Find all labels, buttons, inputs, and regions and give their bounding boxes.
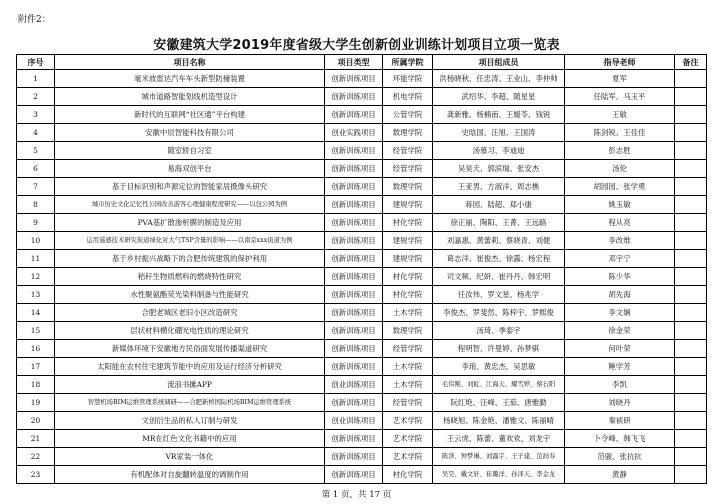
cell-type: 创新训练项目 [325,394,383,412]
cell-members: 洪杨晓秋、任忠涛、王业山、李仲帅 [433,70,565,88]
cell-remarks [675,322,707,340]
cell-type: 创新训练项目 [325,214,383,232]
cell-type: 创新训练项目 [325,70,383,88]
cell-remarks [675,196,707,214]
cell-index: 3 [17,106,55,124]
table-row [17,412,707,430]
cell-college: 经管学院 [383,340,433,358]
cell-college: 材化学院 [383,268,433,286]
cell-remarks [675,70,707,88]
cell-college: 艺术学院 [383,430,433,448]
cell-type: 创新训练项目 [325,448,383,466]
cell-members: 徐正丽、陶阳、王菁、王远路 [433,214,565,232]
cell-name: 太阳能在农村住宅建筑节能中的应用及运行经济分析研究 [55,358,325,376]
cell-college: 建规学院 [383,196,433,214]
header-advisor: 指导老师 [565,55,675,70]
cell-college: 材化学院 [383,214,433,232]
cell-remarks [675,88,707,106]
cell-advisor: 胡园园、张学勇 [565,178,675,196]
cell-index: 6 [17,160,55,178]
cell-college: 数理学院 [383,322,433,340]
header-remarks: 备注 [675,55,707,70]
cell-members: 武绍华、李超、随星星 [433,88,565,106]
cell-index: 17 [17,358,55,376]
cell-index: 15 [17,322,55,340]
cell-name: 安徽中辰智能科技有限公司 [55,124,325,142]
cell-name: 有机配体对自旋翻转温度的调制作用 [55,466,325,484]
cell-advisor: 胡先海 [565,286,675,304]
cell-members: 任汝伟、罗文星、杨兆学 [433,286,565,304]
cell-name: PVA基扩散渗析膜的制造及应用 [55,214,325,232]
cell-type: 创新训练项目 [325,250,383,268]
cell-advisor: 彭志胜 [565,142,675,160]
cell-remarks [675,430,707,448]
table-row [17,88,707,106]
cell-index: 9 [17,214,55,232]
cell-advisor: 黄静 [565,466,675,484]
table-row [17,394,707,412]
cell-type: 创新训练项目 [325,340,383,358]
cell-index: 19 [17,394,55,412]
cell-index: 14 [17,304,55,322]
cell-college: 经管学院 [383,160,433,178]
cell-type: 创新训练项目 [325,88,383,106]
cell-remarks [675,214,707,232]
cell-college: 数理学院 [383,124,433,142]
cell-college: 经管学院 [383,394,433,412]
cell-index: 22 [17,448,55,466]
cell-advisor: 夏军 [565,70,675,88]
cell-advisor: 王敏 [565,106,675,124]
cell-college: 土木学院 [383,376,433,394]
cell-remarks [675,448,707,466]
cell-index: 11 [17,250,55,268]
cell-name: 随室轿自习室 [55,142,325,160]
cell-type: 创新训练项目 [325,358,383,376]
cell-remarks [675,376,707,394]
cell-advisor: 陈剑锐、王佳佳 [565,124,675,142]
document-title: 安徽建筑大学2019年度省级大学生创新创业训练计划项目立项一览表 [153,38,560,53]
cell-members: 龚新雅、杨楠南、王嫒苓、钱锐 [433,106,565,124]
cell-name: 文创衍生品的私人订制与研发 [55,412,325,430]
cell-name: 流浪书摊APP [55,376,325,394]
cell-members: 李俊杰、罗斐然、陈梓宇、罗熙俊 [433,304,565,322]
table-row [17,340,707,358]
cell-type: 创新训练项目 [325,430,383,448]
table-row [17,430,707,448]
cell-remarks [675,394,707,412]
cell-type: 创新训练项目 [325,106,383,124]
cell-members: 汤琦、季泰宇 [433,322,565,340]
cell-type: 创新训练项目 [325,304,383,322]
cell-members: 王亚男、方淑洋、周志樵 [433,178,565,196]
cell-members: 王云虎、陈蕾、董欢欢、刘龙宇 [433,430,565,448]
cell-college: 环能学院 [383,70,433,88]
cell-college: 材化学院 [383,286,433,304]
cell-name: 运用遥感技术研究街道绿化对大气TSP含量的影响——以南京xxx街道为例 [55,232,325,250]
cell-college: 数理学院 [383,178,433,196]
header-name: 项目名称 [55,55,325,70]
cell-remarks [675,412,707,430]
cell-college: 材化学院 [383,466,433,484]
cell-remarks [675,178,707,196]
cell-type: 创新训练项目 [325,286,383,304]
cell-name: 层状材料横化硼光电性质的理论研究 [55,322,325,340]
cell-name: 易海双创平台 [55,160,325,178]
cell-name: VR家装一体化 [55,448,325,466]
cell-name: 基于乡村振兴战略下的合肥传统建筑的保护利用 [55,250,325,268]
cell-remarks [675,250,707,268]
cell-advisor: 何叶荣 [565,340,675,358]
cell-type: 创业实践项目 [325,124,383,142]
table-row [17,70,707,88]
cell-advisor: 李文娴 [565,304,675,322]
cell-name: 新时代的互联网“社区通”平台构建 [55,106,325,124]
cell-remarks [675,268,707,286]
cell-index: 21 [17,430,55,448]
cell-advisor: 范骏、张抗抗 [565,448,675,466]
cell-index: 1 [17,70,55,88]
cell-remarks [675,232,707,250]
table-row [17,106,707,124]
table-row [17,466,707,484]
cell-members: 刘嘉惠、黄蕾莉、蔡晓青、刘健 [433,232,565,250]
table-row [17,232,707,250]
page-footer: 第 1 页，共 17 页 [321,490,392,500]
cell-name: 城市历史文化记忆性公园改善游客心理健康程度研究——以包公园为例 [55,196,325,214]
cell-remarks [675,286,707,304]
cell-name: 基于目标识别和声源定位的智能家居摄像头研究 [55,178,325,196]
cell-college: 建规学院 [383,232,433,250]
table-row [17,268,707,286]
header-index: 序号 [17,55,55,70]
cell-advisor: 刘晓丹 [565,394,675,412]
cell-members: 司文频、纪妍、崔丹丹、韩宏明 [433,268,565,286]
cell-name: MR在红色文化书籍中的应用 [55,430,325,448]
table-row [17,376,707,394]
cell-college: 土木学院 [383,358,433,376]
cell-members: 史晗国、汪旭、王国涛 [433,124,565,142]
cell-type: 创业训练项目 [325,412,383,430]
cell-name: 合肥老城区老旧小区改造研究 [55,304,325,322]
cell-college: 土木学院 [383,304,433,322]
table-row [17,448,707,466]
cell-type: 创新训练项目 [325,160,383,178]
cell-advisor: 程从亮 [565,214,675,232]
header-college: 所属学院 [383,55,433,70]
cell-advisor: 汤伦 [565,160,675,178]
cell-advisor: 卜令峰、韩飞飞 [565,430,675,448]
cell-members: 陈泽、钟梦琳、刘露宇、王子建、范润寿 [433,448,565,466]
cell-name: 新媒体环境下安徽地方民俗面发展传播渠道研究 [55,340,325,358]
table-row [17,250,707,268]
table-header-row [17,55,707,70]
cell-members: 汤慕习、李迪迪 [433,142,565,160]
table-row [17,358,707,376]
cell-college: 艺术学院 [383,448,433,466]
cell-index: 23 [17,466,55,484]
cell-members: 蒋园、陆超、郑小康 [433,196,565,214]
cell-advisor: 鲍学芳 [565,358,675,376]
cell-members: 李琅、黄忠杰、吴思敏 [433,358,565,376]
cell-members: 吴昊、戴文轩、崔璐洋、孙泽天、李金龙 [433,466,565,484]
cell-index: 7 [17,178,55,196]
cell-remarks [675,142,707,160]
cell-remarks [675,304,707,322]
cell-remarks [675,160,707,178]
cell-members: 吴昊天、郭滨瑞、张安杰 [433,160,565,178]
cell-name: 城市道路智能划线机造型设计 [55,88,325,106]
table-row [17,304,707,322]
cell-name: 毫米波雷达汽车车头新型防撞装置 [55,70,325,88]
cell-college: 机电学院 [383,88,433,106]
cell-advisor: 邓宇宁 [565,250,675,268]
cell-index: 12 [17,268,55,286]
table-row [17,196,707,214]
cell-type: 创新训练项目 [325,322,383,340]
cell-remarks [675,124,707,142]
project-table [16,54,707,484]
cell-advisor: 任陆军、马玉平 [565,88,675,106]
header-type: 项目类型 [325,55,383,70]
cell-members: 毛伟刚、刘虹、江海天、耀雪婷、蔡石阳 [433,376,565,394]
cell-type: 创新训练项目 [325,466,383,484]
cell-type: 创新训练项目 [325,268,383,286]
cell-type: 创新训练项目 [325,232,383,250]
cell-remarks [675,466,707,484]
cell-index: 2 [17,88,55,106]
table-row [17,124,707,142]
cell-index: 10 [17,232,55,250]
cell-college: 公管学院 [383,106,433,124]
cell-advisor: 秦祯研 [565,412,675,430]
cell-college: 艺术学院 [383,412,433,430]
cell-members: 阮红艳、汪峰、王茹、唐雅勤 [433,394,565,412]
table-body [17,70,707,484]
cell-members: 程明智、许曼婷、孙梦骐 [433,340,565,358]
cell-advisor: 陈少华 [565,268,675,286]
cell-name: 智慧机场BIM运维管理系统调研——合肥新桥国际机场BIM运维管理系统 [55,394,325,412]
cell-advisor: 姚玉敏 [565,196,675,214]
cell-type: 创新训练项目 [325,196,383,214]
cell-advisor: 徐金荣 [565,322,675,340]
cell-index: 8 [17,196,55,214]
table-row [17,160,707,178]
header-members: 项目组成员 [433,55,565,70]
cell-type: 创新训练项目 [325,178,383,196]
cell-index: 16 [17,340,55,358]
table-row [17,322,707,340]
table-row [17,178,707,196]
table-row [17,214,707,232]
cell-index: 5 [17,142,55,160]
cell-index: 20 [17,412,55,430]
table-row [17,142,707,160]
table-row [17,286,707,304]
cell-index: 13 [17,286,55,304]
cell-type: 创业训练项目 [325,376,383,394]
cell-advisor: 李凯 [565,376,675,394]
cell-remarks [675,106,707,124]
cell-members: 葛志洋、崔俊杰、徐露、杨宏程 [433,250,565,268]
cell-college: 经管学院 [383,142,433,160]
cell-college: 建规学院 [383,250,433,268]
attachment-label: 附件2： [18,15,51,25]
cell-remarks [675,340,707,358]
cell-remarks [675,358,707,376]
cell-type: 创新训练项目 [325,142,383,160]
cell-index: 4 [17,124,55,142]
cell-members: 杨晓旭、陈金艳、潘雅文、陈丽晴 [433,412,565,430]
cell-name: 秸秆生物质燃料的燃烧特性研究 [55,268,325,286]
cell-advisor: 李改维 [565,232,675,250]
cell-name: 水性聚氨酯荧光染料制备与性能研究 [55,286,325,304]
cell-index: 18 [17,376,55,394]
